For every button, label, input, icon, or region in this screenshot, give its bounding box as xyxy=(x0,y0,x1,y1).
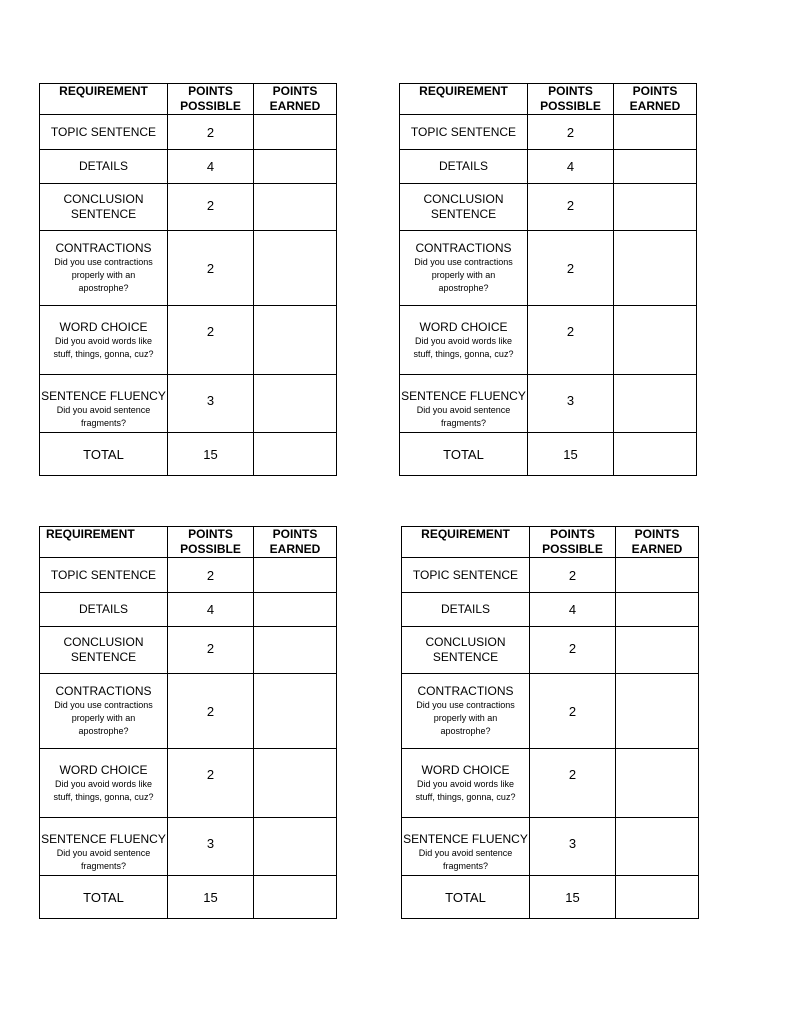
contractions-points: 2 xyxy=(168,231,254,306)
contractions-earned[interactable] xyxy=(254,674,337,749)
points-possible-header: POINTS POSSIBLE xyxy=(528,84,614,115)
topic-sentence-points: 2 xyxy=(168,558,254,593)
contractions-earned[interactable] xyxy=(614,231,697,306)
points-earned-header: POINTS EARNED xyxy=(254,84,337,115)
total-label: TOTAL xyxy=(40,876,168,919)
sentence-fluency-earned[interactable] xyxy=(614,375,697,433)
contractions-points: 2 xyxy=(528,231,614,306)
conclusion-points: 2 xyxy=(168,627,254,674)
sentence-fluency-points: 3 xyxy=(168,818,254,876)
details-points: 4 xyxy=(168,593,254,627)
word-choice-label: WORD CHOICE Did you avoid words like stuff, things, gonna, cuz? xyxy=(402,749,530,818)
requirement-header: REQUIREMENT xyxy=(400,84,528,115)
header-row xyxy=(402,527,699,558)
word-choice-earned[interactable] xyxy=(614,306,697,375)
points-possible-header: POINTS POSSIBLE xyxy=(530,527,616,558)
points-earned-header: POINTS EARNED xyxy=(254,527,337,558)
total-row xyxy=(40,433,337,476)
word-choice-row xyxy=(40,306,337,375)
contractions-row xyxy=(400,231,697,306)
total-points: 15 xyxy=(528,433,614,476)
topic-sentence-label: TOPIC SENTENCE xyxy=(402,558,530,593)
conclusion-row xyxy=(40,627,337,674)
conclusion-earned[interactable] xyxy=(254,627,337,674)
topic-sentence-earned[interactable] xyxy=(614,115,697,150)
conclusion-label: CONCLUSION SENTENCE xyxy=(402,627,530,674)
conclusion-label: CONCLUSION SENTENCE xyxy=(40,627,168,674)
details-label: DETAILS xyxy=(40,593,168,627)
points-possible-header: POINTS POSSIBLE xyxy=(168,84,254,115)
topic-sentence-row xyxy=(400,115,697,150)
sentence-fluency-row xyxy=(402,818,699,876)
total-row xyxy=(400,433,697,476)
contractions-row xyxy=(40,231,337,306)
word-choice-points: 2 xyxy=(168,306,254,375)
sentence-fluency-label: SENTENCE FLUENCY Did you avoid sentence fragments? xyxy=(400,375,528,433)
topic-sentence-earned[interactable] xyxy=(616,558,699,593)
conclusion-row xyxy=(400,184,697,231)
details-earned[interactable] xyxy=(254,150,337,184)
conclusion-earned[interactable] xyxy=(616,627,699,674)
details-earned[interactable] xyxy=(614,150,697,184)
word-choice-row xyxy=(40,749,337,818)
total-earned[interactable] xyxy=(614,433,697,476)
topic-sentence-earned[interactable] xyxy=(254,115,337,150)
sentence-fluency-earned[interactable] xyxy=(254,818,337,876)
total-row xyxy=(40,876,337,919)
conclusion-row xyxy=(402,627,699,674)
details-label: DETAILS xyxy=(402,593,530,627)
total-points: 15 xyxy=(530,876,616,919)
word-choice-points: 2 xyxy=(530,749,616,818)
details-points: 4 xyxy=(528,150,614,184)
rubric-table-3 xyxy=(39,526,337,919)
sentence-fluency-points: 3 xyxy=(168,375,254,433)
details-row xyxy=(40,150,337,184)
word-choice-earned[interactable] xyxy=(254,306,337,375)
contractions-label: CONTRACTIONS Did you use contractions properly with an apostrophe? xyxy=(40,231,168,306)
conclusion-label: CONCLUSION SENTENCE xyxy=(400,184,528,231)
total-earned[interactable] xyxy=(254,876,337,919)
conclusion-earned[interactable] xyxy=(254,184,337,231)
topic-sentence-label: TOPIC SENTENCE xyxy=(40,115,168,150)
conclusion-points: 2 xyxy=(530,627,616,674)
details-label: DETAILS xyxy=(400,150,528,184)
rubric-table-4 xyxy=(401,526,699,919)
requirement-header: REQUIREMENT xyxy=(40,84,168,115)
word-choice-points: 2 xyxy=(528,306,614,375)
topic-sentence-row xyxy=(40,558,337,593)
rubric-table-2 xyxy=(399,83,697,476)
word-choice-earned[interactable] xyxy=(254,749,337,818)
points-earned-header: POINTS EARNED xyxy=(614,84,697,115)
sentence-fluency-label: SENTENCE FLUENCY Did you avoid sentence fragments? xyxy=(402,818,530,876)
details-label: DETAILS xyxy=(40,150,168,184)
total-earned[interactable] xyxy=(616,876,699,919)
topic-sentence-row xyxy=(402,558,699,593)
total-row xyxy=(402,876,699,919)
sentence-fluency-earned[interactable] xyxy=(616,818,699,876)
details-earned[interactable] xyxy=(254,593,337,627)
topic-sentence-points: 2 xyxy=(530,558,616,593)
sentence-fluency-label: SENTENCE FLUENCY Did you avoid sentence fragments? xyxy=(40,375,168,433)
header-row xyxy=(40,84,337,115)
details-points: 4 xyxy=(530,593,616,627)
conclusion-label: CONCLUSION SENTENCE xyxy=(40,184,168,231)
total-label: TOTAL xyxy=(400,433,528,476)
word-choice-row xyxy=(400,306,697,375)
requirement-header: REQUIREMENT xyxy=(402,527,530,558)
conclusion-points: 2 xyxy=(528,184,614,231)
total-label: TOTAL xyxy=(40,433,168,476)
contractions-label: CONTRACTIONS Did you use contractions properly with an apostrophe? xyxy=(40,674,168,749)
sentence-fluency-points: 3 xyxy=(528,375,614,433)
details-row xyxy=(400,150,697,184)
contractions-points: 2 xyxy=(530,674,616,749)
word-choice-label: WORD CHOICE Did you avoid words like stuff, things, gonna, cuz? xyxy=(40,306,168,375)
topic-sentence-points: 2 xyxy=(528,115,614,150)
requirement-header: REQUIREMENT xyxy=(40,527,168,558)
total-points: 15 xyxy=(168,876,254,919)
contractions-row xyxy=(402,674,699,749)
total-earned[interactable] xyxy=(254,433,337,476)
total-label: TOTAL xyxy=(402,876,530,919)
contractions-row xyxy=(40,674,337,749)
contractions-points: 2 xyxy=(168,674,254,749)
word-choice-label: WORD CHOICE Did you avoid words like stuff, things, gonna, cuz? xyxy=(40,749,168,818)
sentence-fluency-row xyxy=(40,818,337,876)
conclusion-earned[interactable] xyxy=(614,184,697,231)
rubric-table-1 xyxy=(39,83,337,476)
points-earned-header: POINTS EARNED xyxy=(616,527,699,558)
contractions-earned[interactable] xyxy=(616,674,699,749)
header-row xyxy=(40,527,337,558)
sentence-fluency-points: 3 xyxy=(530,818,616,876)
sentence-fluency-earned[interactable] xyxy=(254,375,337,433)
topic-sentence-label: TOPIC SENTENCE xyxy=(40,558,168,593)
word-choice-row xyxy=(402,749,699,818)
details-earned[interactable] xyxy=(616,593,699,627)
topic-sentence-earned[interactable] xyxy=(254,558,337,593)
sentence-fluency-label: SENTENCE FLUENCY Did you avoid sentence fragments? xyxy=(40,818,168,876)
sentence-fluency-row xyxy=(40,375,337,433)
sentence-fluency-row xyxy=(400,375,697,433)
details-row xyxy=(40,593,337,627)
header-row xyxy=(400,84,697,115)
contractions-label: CONTRACTIONS Did you use contractions properly with an apostrophe? xyxy=(400,231,528,306)
details-points: 4 xyxy=(168,150,254,184)
topic-sentence-label: TOPIC SENTENCE xyxy=(400,115,528,150)
contractions-label: CONTRACTIONS Did you use contractions properly with an apostrophe? xyxy=(402,674,530,749)
word-choice-earned[interactable] xyxy=(616,749,699,818)
topic-sentence-points: 2 xyxy=(168,115,254,150)
word-choice-points: 2 xyxy=(168,749,254,818)
conclusion-points: 2 xyxy=(168,184,254,231)
conclusion-row xyxy=(40,184,337,231)
points-possible-header: POINTS POSSIBLE xyxy=(168,527,254,558)
details-row xyxy=(402,593,699,627)
contractions-earned[interactable] xyxy=(254,231,337,306)
word-choice-label: WORD CHOICE Did you avoid words like stuff, things, gonna, cuz? xyxy=(400,306,528,375)
topic-sentence-row xyxy=(40,115,337,150)
total-points: 15 xyxy=(168,433,254,476)
